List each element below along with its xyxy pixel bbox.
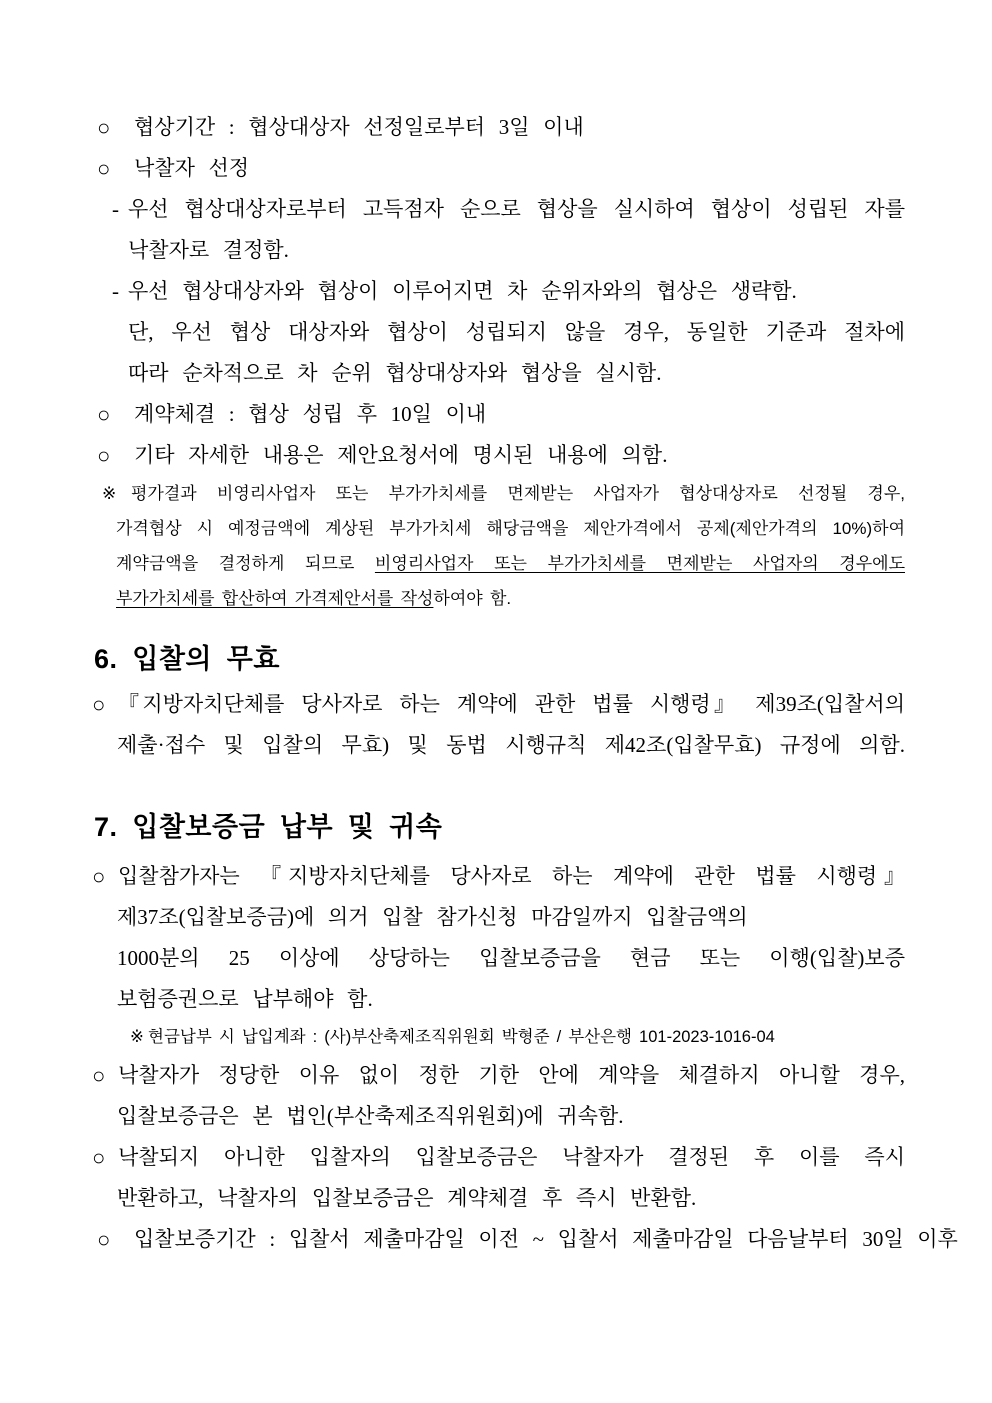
bullet-item: [92, 1137, 905, 1178]
text-segment: 입찰보증기간 : 입찰서 제출마감일 이전 ~ 입찰서 제출마감일 다음날부터 30일 이후: [134, 1227, 958, 1251]
reference-mark-icon: ※: [102, 484, 117, 503]
text-segment: 하여야 함.: [433, 589, 512, 608]
continuation-line: [92, 1096, 905, 1137]
text-segment: 가격협상 시 예정금액에 계상된 부가가치세 해당금액을 제안가격에서 공제(제안가격의 10%)하여: [116, 519, 905, 538]
text-segment: 『지방자치단체를 당사자로 하는 계약에 관한 법률 시행령』 제39조(입찰서의: [118, 692, 905, 716]
text-segment: 우선 협상대상자와 협상이 이루어지면 차 순위자와의 협상은 생략함.: [128, 279, 797, 303]
text-segment: 입찰참가자는 『지방자치단체를 당사자로 하는 계약에 관한 법률 시행령』: [118, 864, 905, 888]
text-segment: 낙찰자가 정당한 이유 없이 정한 기한 안에 계약을 체결하지 아니할 경우,: [118, 1063, 905, 1087]
continuation-line: [92, 938, 905, 979]
text-segment: 낙찰되지 아니한 입찰자의 입찰보증금은 낙찰자가 결정된 후 이를 즉시: [118, 1145, 905, 1169]
dash-bullet-icon: -: [112, 197, 119, 221]
text-segment: 반환하고, 낙찰자의 입찰보증금은 계약체결 후 즉시 반환함.: [117, 1186, 697, 1210]
circle-bullet-icon: ○: [92, 692, 106, 717]
text-segment: 7. 입찰보증금 납부 및 귀속: [94, 812, 443, 842]
bullet-item: [92, 394, 905, 435]
text-segment: 보험증권으로 납부해야 함.: [117, 987, 373, 1011]
footnote-line: [92, 476, 905, 511]
text-segment: 기타 자세한 내용은 제안요청서에 명시된 내용에 의함.: [134, 443, 668, 467]
text-segment: 우선 협상대상자로부터 고득점자 순으로 협상을 실시하여 협상이 성립된 자를: [128, 197, 905, 221]
bullet-item: [92, 1055, 905, 1096]
continuation-line: [92, 353, 905, 394]
bullet-item: [92, 1219, 958, 1260]
circle-bullet-icon: ○: [97, 156, 111, 181]
text-segment: 협상기간 : 협상대상자 선정일로부터 3일 이내: [134, 115, 584, 139]
reference-mark-icon: ※: [130, 1028, 144, 1046]
continuation-line: [92, 725, 905, 766]
dash-item: [92, 271, 905, 312]
text-segment: 계약금액을 결정하게 되므로: [116, 554, 375, 573]
bullet-item: [92, 148, 905, 189]
text-segment: 제37조(입찰보증금)에 의거 입찰 참가신청 마감일까지 입찰금액의: [117, 905, 748, 929]
text-segment: 낙찰자로 결정함.: [128, 238, 289, 262]
text-segment: 입찰보증금은 본 법인(부산축제조직위원회)에 귀속함.: [117, 1104, 624, 1128]
bullet-item: [92, 107, 905, 148]
underlined-text-segment: 비영리사업자 또는 부가가치세를 면제받는 사업자의 경우에도: [374, 554, 905, 573]
circle-bullet-icon: ○: [97, 115, 111, 140]
footnote-line: [92, 511, 905, 546]
bullet-item: [92, 435, 905, 476]
text-segment: 1000분의 25 이상에 상당하는 입찰보증금을 현금 또는 이행(입찰)보증: [117, 946, 905, 970]
underlined-text-segment: 부가가치세를 합산하여 가격제안서를 작성: [116, 589, 434, 608]
circle-bullet-icon: ○: [97, 402, 111, 427]
continuation-line: [92, 230, 905, 271]
circle-bullet-icon: ○: [92, 1145, 106, 1170]
text-segment: 현금납부 시 납입계좌 : (사)부산축제조직위원회 박형준 / 부산은행 101-2023-1016-04: [148, 1028, 775, 1046]
section-heading: [92, 642, 905, 676]
continuation-line: [92, 979, 905, 1020]
circle-bullet-icon: ○: [97, 443, 111, 468]
continuation-line: [92, 312, 905, 353]
bullet-item: [92, 856, 905, 897]
dash-item: [92, 189, 905, 230]
text-segment: 계약체결 : 협상 성립 후 10일 이내: [134, 402, 487, 426]
dash-bullet-icon: -: [112, 279, 119, 303]
circle-bullet-icon: ○: [92, 864, 106, 889]
text-segment: 따라 순차적으로 차 순위 협상대상자와 협상을 실시함.: [128, 361, 662, 385]
bullet-item: [92, 684, 905, 725]
continuation-line: [92, 897, 905, 938]
text-segment: 단, 우선 협상 대상자와 협상이 성립되지 않을 경우, 동일한 기준과 절차에: [128, 320, 905, 344]
footnote-line: [92, 581, 905, 616]
circle-bullet-icon: ○: [92, 1063, 106, 1088]
text-segment: 제출·접수 및 입찰의 무효) 및 동법 시행규칙 제42조(입찰무효) 규정에 의함.: [117, 733, 905, 757]
section-heading: [92, 810, 905, 844]
text-segment: 6. 입찰의 무효: [94, 644, 280, 674]
continuation-line: [92, 1178, 905, 1219]
circle-bullet-icon: ○: [97, 1227, 111, 1252]
text-segment: 낙찰자 선정: [134, 156, 250, 180]
footnote-line: [92, 546, 905, 581]
text-segment: 평가결과 비영리사업자 또는 부가가치세를 면제받는 사업자가 협상대상자로 선정될 경우,: [131, 484, 905, 503]
account-note: [92, 1020, 905, 1055]
